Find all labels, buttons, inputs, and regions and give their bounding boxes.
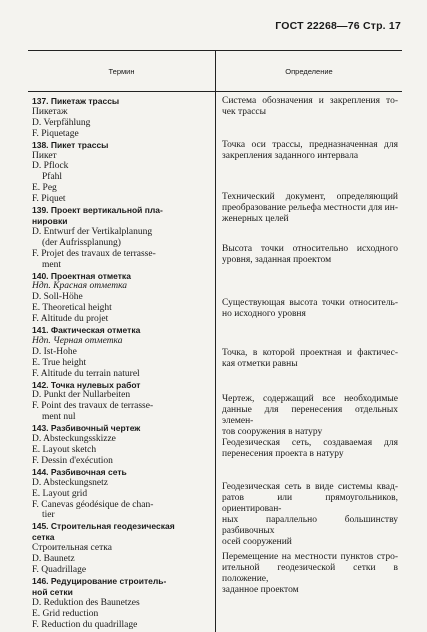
term-title-line: 140. Проектная отметка [32,270,131,281]
term-title-line: ной сетки [32,586,73,597]
definition-line: заданное проектом [222,584,299,595]
definition-block [222,348,398,370]
definition-block [222,298,398,320]
term-title-line: 138. Пикет трассы [32,139,109,150]
term-title-line: сетка [32,532,55,543]
term-title-line: 137. Пикетаж трассы [32,96,120,106]
term-line: Пикетаж [32,106,68,117]
term-line: E. Grid reduction [32,608,99,619]
definition-line: Перемещение на местности пунктов стро- [222,552,398,562]
term-line: F. Dessin d'exécution [32,455,113,466]
definition-line: Система обозначения и закрепления то- [222,96,398,106]
definition-line: Точка, в которой проектная и фактичес- [222,348,398,358]
term-line: E. Layout grid [32,488,88,499]
term-title-line: 146. Редуцирование строитель- [32,575,167,586]
term-line: ment nul [42,412,76,423]
term-line: (der Aufrissplanung) [42,237,121,248]
definition-line: Высота точки относительно исходного [222,244,398,254]
definition-line: Точка оси трассы, предназначенная для [222,140,398,150]
term-title-line: 141. Фактическая отметка [32,325,141,336]
table-header [28,51,402,92]
term-line: F. Reduction du quadrillage [32,619,138,630]
column-divider [215,92,216,632]
definition-line: ратов или прямоугольников, ориентирован- [222,492,398,514]
term-line: F. Altitude du projet [32,314,109,325]
definition-line: но исходного уровня [222,308,306,319]
page-header: ГОСТ 22268—76 Стр. 17 [275,20,401,32]
term-line: Ндп. Черная отметка [32,335,123,346]
definition-line: Геодезическая сеть в виде системы квад- [222,482,398,492]
terms-column [32,96,213,630]
term-line: tier [42,510,55,521]
definition-line: женерных целей [222,213,289,224]
term-line: F. Altitude du terrain naturel [32,368,140,379]
term-title-line: 144. Разбивочная сеть [32,466,127,477]
term-line: D. Punkt der Nullarbeiten [32,390,131,401]
term-line: ment [42,259,61,270]
term-line: D. Ist-Hohe [32,346,77,357]
term-line: D. Baunetz [32,554,75,565]
term-line: F. Piquet [32,194,66,205]
definition-line: преобразование рельефа местности для ин- [222,202,398,213]
term-line: E. True height [32,357,87,368]
term-title-line: 143. Разбивочный чертеж [32,423,141,434]
definition-line: перенесения проекта в натуру [222,448,344,459]
term-line: D. Absteckungsnetz [32,477,108,488]
term-line: Pfahl [42,172,63,183]
term-title-line: 142. Точка нулевых работ [32,379,141,390]
term-title-line: 139. Проект вертикальной пла- [32,205,163,216]
definition-line: ных параллельно большинству разбивочных [222,514,398,536]
definition-block [222,394,398,438]
term-line: F. Projet des travaux de terrasse- [32,248,156,259]
term-title-line: нировки [32,215,68,226]
definition-line: тов сооружения в натуру [222,426,323,437]
term-line: Строительная сетка [32,543,112,554]
term-line: D. Entwurf der Vertikalplanung [32,226,153,237]
term-line: Ндп. Красная отметка [32,281,128,292]
term-line: F. Piquetage [32,128,79,139]
term-line: D. Reduktion des Baunetzes [32,597,140,608]
definition-column-header: Определение [285,66,333,76]
term-line: D. Verpfählung [32,117,91,128]
definition-line: уровня, заданная проектом [222,254,332,265]
definition-line: Технический документ, определяющий [222,192,398,202]
term-title-line: 145. Строительная геодезическая [32,521,175,532]
definition-block [222,482,398,547]
terms-table [28,50,402,632]
definition-line: осей сооружений [222,536,292,547]
term-line: Пикет [32,150,57,161]
definition-line: кая отметки равны [222,358,298,369]
term-line: D. Absteckungsskizze [32,434,116,445]
definition-line: данные для перенесения отдельных элемен- [222,404,398,426]
definition-line: Геодезическая сеть, создаваемая для [222,438,398,448]
definition-line: Существующая высота точки относитель- [222,298,398,308]
term-line: F. Canevas géodésique de chan- [32,499,154,510]
definition-block [222,552,398,596]
term-line: E. Layout sketch [32,445,97,455]
definition-block [222,140,398,162]
table-body [28,92,402,632]
term-line: F. Point des travaux de terrasse- [32,401,154,412]
definition-block [222,244,398,266]
term-line: E. Theoretical height [32,303,112,314]
term-line: D. Soll-Höhe [32,292,83,303]
definition-block [222,438,398,460]
definition-line: закрепления заданного интервала [222,150,359,161]
term-line: F. Quadrillage [32,564,87,575]
definition-line: ительной геодезической сетки в положение, [222,562,398,584]
term-column-header: Термин [28,51,216,91]
term-line: E. Peg [32,183,57,194]
definition-line: чек трассы [222,106,267,117]
term-line: D. Pflock [32,161,69,172]
definition-block [222,192,398,225]
definition-line: Чертеж, содержащий все необходимые [222,394,398,404]
definition-block [222,96,398,118]
